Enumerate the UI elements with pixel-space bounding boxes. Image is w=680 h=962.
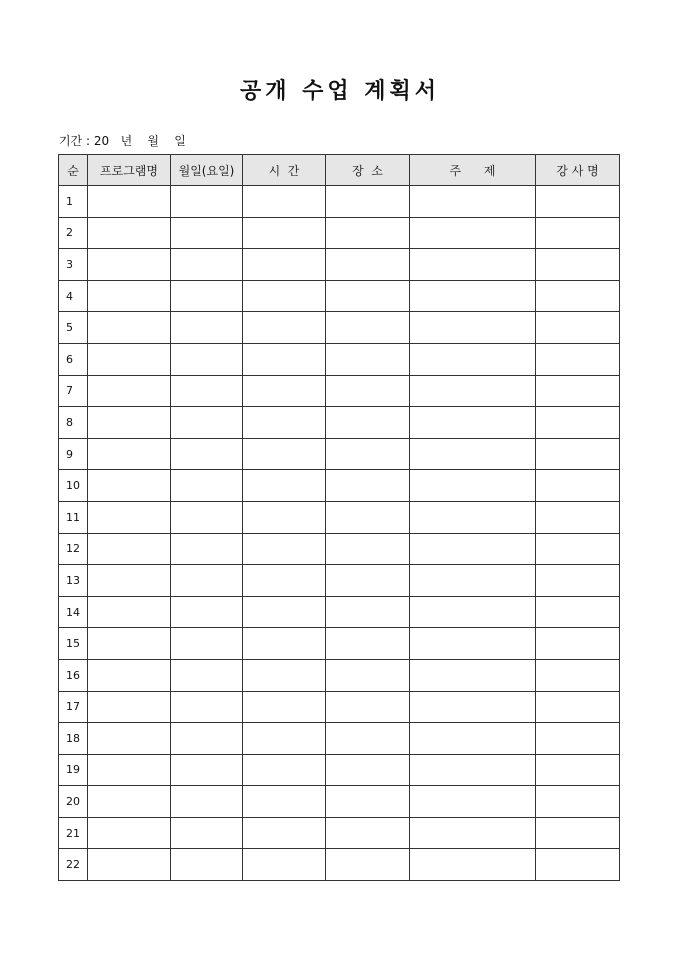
topic-cell[interactable]: [410, 691, 536, 723]
row-number: 18: [59, 723, 88, 755]
row-number: 16: [59, 659, 88, 691]
row-number: 5: [59, 312, 88, 344]
topic-cell[interactable]: [410, 596, 536, 628]
table-row: [59, 217, 620, 249]
instructor-cell[interactable]: [536, 407, 620, 439]
instructor-cell[interactable]: [536, 249, 620, 281]
place-cell[interactable]: [326, 186, 410, 218]
header-date: 월일(요일): [171, 155, 243, 186]
topic-cell[interactable]: [410, 249, 536, 281]
table-row: [59, 186, 620, 218]
instructor-cell[interactable]: [536, 723, 620, 755]
instructor-cell[interactable]: [536, 438, 620, 470]
row-number: 8: [59, 407, 88, 439]
instructor-cell[interactable]: [536, 596, 620, 628]
time-cell[interactable]: [243, 501, 326, 533]
instructor-cell[interactable]: [536, 565, 620, 597]
table-row: [59, 596, 620, 628]
program-cell[interactable]: [88, 186, 171, 218]
instructor-cell[interactable]: [536, 533, 620, 565]
time-cell[interactable]: [243, 407, 326, 439]
place-cell[interactable]: [326, 849, 410, 881]
topic-cell[interactable]: [410, 375, 536, 407]
instructor-cell[interactable]: [536, 312, 620, 344]
program-cell[interactable]: [88, 438, 171, 470]
date-cell[interactable]: [171, 628, 243, 660]
date-cell[interactable]: [171, 533, 243, 565]
plan-table: [58, 154, 620, 881]
program-cell[interactable]: [88, 249, 171, 281]
period-field: 기간 : 20 년 월 일: [59, 134, 186, 148]
program-cell[interactable]: [88, 217, 171, 249]
topic-cell[interactable]: [410, 533, 536, 565]
program-cell[interactable]: [88, 723, 171, 755]
date-cell[interactable]: [171, 407, 243, 439]
time-cell[interactable]: [243, 533, 326, 565]
date-cell[interactable]: [171, 343, 243, 375]
place-cell[interactable]: [326, 596, 410, 628]
topic-cell[interactable]: [410, 343, 536, 375]
table-row: [59, 407, 620, 439]
place-cell[interactable]: [326, 628, 410, 660]
date-cell[interactable]: [171, 249, 243, 281]
topic-cell[interactable]: [410, 312, 536, 344]
table-row: [59, 501, 620, 533]
date-cell[interactable]: [171, 723, 243, 755]
header-topic: 주 제: [410, 155, 536, 186]
time-cell[interactable]: [243, 186, 326, 218]
topic-cell[interactable]: [410, 565, 536, 597]
time-cell[interactable]: [243, 596, 326, 628]
program-cell[interactable]: [88, 501, 171, 533]
header-no: 순: [59, 155, 88, 186]
topic-cell[interactable]: [410, 186, 536, 218]
table-row: [59, 280, 620, 312]
program-cell[interactable]: [88, 786, 171, 818]
table-row: [59, 786, 620, 818]
instructor-cell[interactable]: [536, 343, 620, 375]
program-cell[interactable]: [88, 817, 171, 849]
row-number: 15: [59, 628, 88, 660]
header-place: 장 소: [326, 155, 410, 186]
instructor-cell[interactable]: [536, 817, 620, 849]
instructor-cell[interactable]: [536, 628, 620, 660]
topic-cell[interactable]: [410, 407, 536, 439]
row-number: 13: [59, 565, 88, 597]
place-cell[interactable]: [326, 407, 410, 439]
date-cell[interactable]: [171, 786, 243, 818]
program-cell[interactable]: [88, 754, 171, 786]
topic-cell[interactable]: [410, 628, 536, 660]
place-cell[interactable]: [326, 565, 410, 597]
topic-cell[interactable]: [410, 501, 536, 533]
time-cell[interactable]: [243, 691, 326, 723]
time-cell[interactable]: [243, 786, 326, 818]
date-cell[interactable]: [171, 470, 243, 502]
program-cell[interactable]: [88, 470, 171, 502]
place-cell[interactable]: [326, 280, 410, 312]
time-cell[interactable]: [243, 817, 326, 849]
time-cell[interactable]: [243, 470, 326, 502]
table-row: [59, 343, 620, 375]
program-cell[interactable]: [88, 407, 171, 439]
topic-cell[interactable]: [410, 723, 536, 755]
date-cell[interactable]: [171, 691, 243, 723]
table-row: [59, 249, 620, 281]
row-number: 1: [59, 186, 88, 218]
topic-cell[interactable]: [410, 849, 536, 881]
table-row: [59, 470, 620, 502]
time-cell[interactable]: [243, 217, 326, 249]
row-number: 4: [59, 280, 88, 312]
row-number: 12: [59, 533, 88, 565]
place-cell[interactable]: [326, 659, 410, 691]
row-number: 20: [59, 786, 88, 818]
header-time: 시 간: [243, 155, 326, 186]
place-cell[interactable]: [326, 343, 410, 375]
time-cell[interactable]: [243, 438, 326, 470]
date-cell[interactable]: [171, 596, 243, 628]
table-row: [59, 754, 620, 786]
time-cell[interactable]: [243, 375, 326, 407]
program-cell[interactable]: [88, 596, 171, 628]
table-row: [59, 565, 620, 597]
place-cell[interactable]: [326, 217, 410, 249]
place-cell[interactable]: [326, 691, 410, 723]
time-cell[interactable]: [243, 565, 326, 597]
row-number: 3: [59, 249, 88, 281]
time-cell[interactable]: [243, 754, 326, 786]
program-cell[interactable]: [88, 343, 171, 375]
instructor-cell[interactable]: [536, 691, 620, 723]
time-cell[interactable]: [243, 249, 326, 281]
date-cell[interactable]: [171, 217, 243, 249]
instructor-cell[interactable]: [536, 659, 620, 691]
place-cell[interactable]: [326, 754, 410, 786]
topic-cell[interactable]: [410, 659, 536, 691]
document-title: 공개 수업 계획서: [239, 78, 441, 104]
header-program: 프로그램명: [88, 155, 171, 186]
time-cell[interactable]: [243, 312, 326, 344]
instructor-cell[interactable]: [536, 849, 620, 881]
instructor-cell[interactable]: [536, 280, 620, 312]
program-cell[interactable]: [88, 565, 171, 597]
topic-cell[interactable]: [410, 754, 536, 786]
row-number: 6: [59, 343, 88, 375]
program-cell[interactable]: [88, 849, 171, 881]
row-number: 2: [59, 217, 88, 249]
topic-cell[interactable]: [410, 280, 536, 312]
time-cell[interactable]: [243, 659, 326, 691]
table-row: [59, 817, 620, 849]
row-number: 10: [59, 470, 88, 502]
table-row: [59, 723, 620, 755]
topic-cell[interactable]: [410, 786, 536, 818]
program-cell[interactable]: [88, 375, 171, 407]
date-cell[interactable]: [171, 438, 243, 470]
place-cell[interactable]: [326, 470, 410, 502]
place-cell[interactable]: [326, 723, 410, 755]
time-cell[interactable]: [243, 280, 326, 312]
time-cell[interactable]: [243, 723, 326, 755]
date-cell[interactable]: [171, 375, 243, 407]
row-number: 19: [59, 754, 88, 786]
program-cell[interactable]: [88, 533, 171, 565]
instructor-cell[interactable]: [536, 754, 620, 786]
row-number: 14: [59, 596, 88, 628]
table-row: [59, 375, 620, 407]
program-cell[interactable]: [88, 312, 171, 344]
date-cell[interactable]: [171, 659, 243, 691]
time-cell[interactable]: [243, 628, 326, 660]
row-number: 11: [59, 501, 88, 533]
time-cell[interactable]: [243, 849, 326, 881]
instructor-cell[interactable]: [536, 470, 620, 502]
place-cell[interactable]: [326, 786, 410, 818]
place-cell[interactable]: [326, 375, 410, 407]
instructor-cell[interactable]: [536, 501, 620, 533]
table-row: [59, 691, 620, 723]
date-cell[interactable]: [171, 186, 243, 218]
place-cell[interactable]: [326, 438, 410, 470]
table-row: [59, 533, 620, 565]
row-number: 21: [59, 817, 88, 849]
date-cell[interactable]: [171, 817, 243, 849]
program-cell[interactable]: [88, 659, 171, 691]
table-row: [59, 438, 620, 470]
row-number: 22: [59, 849, 88, 881]
topic-cell[interactable]: [410, 817, 536, 849]
place-cell[interactable]: [326, 501, 410, 533]
place-cell[interactable]: [326, 817, 410, 849]
table-row: [59, 312, 620, 344]
instructor-cell[interactable]: [536, 217, 620, 249]
date-cell[interactable]: [171, 754, 243, 786]
topic-cell[interactable]: [410, 470, 536, 502]
place-cell[interactable]: [326, 312, 410, 344]
place-cell[interactable]: [326, 249, 410, 281]
date-cell[interactable]: [171, 280, 243, 312]
program-cell[interactable]: [88, 280, 171, 312]
instructor-cell[interactable]: [536, 375, 620, 407]
header-instructor: 강 사 명: [536, 155, 620, 186]
date-cell[interactable]: [171, 849, 243, 881]
date-cell[interactable]: [171, 565, 243, 597]
place-cell[interactable]: [326, 533, 410, 565]
header-row: [59, 155, 620, 186]
table-row: [59, 628, 620, 660]
row-number: 9: [59, 438, 88, 470]
program-cell[interactable]: [88, 691, 171, 723]
instructor-cell[interactable]: [536, 786, 620, 818]
table-row: [59, 849, 620, 881]
topic-cell[interactable]: [410, 217, 536, 249]
table-row: [59, 659, 620, 691]
program-cell[interactable]: [88, 628, 171, 660]
row-number: 7: [59, 375, 88, 407]
instructor-cell[interactable]: [536, 186, 620, 218]
row-number: 17: [59, 691, 88, 723]
date-cell[interactable]: [171, 312, 243, 344]
topic-cell[interactable]: [410, 438, 536, 470]
time-cell[interactable]: [243, 343, 326, 375]
date-cell[interactable]: [171, 501, 243, 533]
